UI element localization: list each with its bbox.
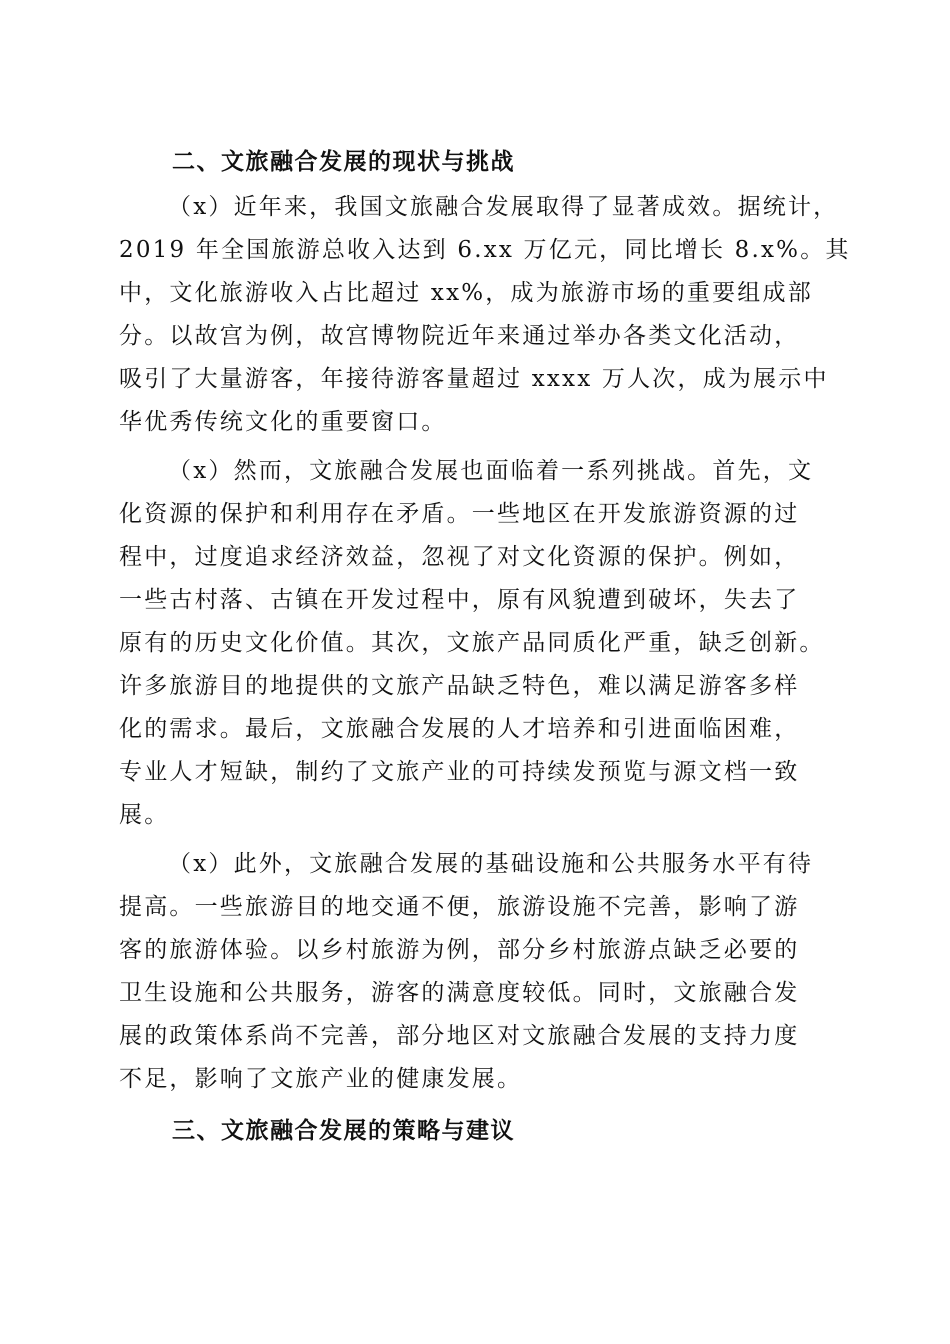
paragraph-line: （x）近年来，我国文旅融合发展取得了显著成效。据统计， [168, 194, 839, 220]
paragraph-line: 许多旅游目的地提供的文旅产品缺乏特色，难以满足游客多样 [119, 673, 800, 699]
section-heading-3: 三、文旅融合发展的策略与建议 [172, 1118, 515, 1144]
paragraph-line: 不足，影响了文旅产业的健康发展。 [119, 1066, 523, 1092]
paragraph-infrastructure [119, 843, 839, 1101]
paragraph-line: 原有的历史文化价值。其次，文旅产品同质化严重，缺乏创新。 [119, 630, 825, 656]
paragraph-line: 专业人才短缺，制约了文旅产业的可持续发预览与源文档一致 [119, 759, 800, 785]
paragraph-line: 华优秀传统文化的重要窗口。 [119, 409, 447, 435]
paragraph-line: 卫生设施和公共服务，游客的满意度较低。同时，文旅融合发 [119, 980, 800, 1006]
paragraph-line: 化的需求。最后，文旅融合发展的人才培养和引进面临困难， [119, 716, 800, 742]
paragraph-line: 程中，过度追求经济效益，忽视了对文化资源的保护。例如， [119, 544, 800, 570]
paragraph-line: 分。以故宫为例，故宫博物院近年来通过举办各类文化活动， [119, 323, 800, 349]
paragraph-line: 展。 [119, 802, 170, 828]
document-body [119, 138, 851, 1155]
paragraph-challenges [119, 450, 839, 837]
paragraph-line: 化资源的保护和利用存在矛盾。一些地区在开发旅游资源的过 [119, 501, 800, 527]
section-heading-2: 二、文旅融合发展的现状与挑战 [172, 149, 515, 175]
paragraph-line: 中，文化旅游收入占比超过 xx%，成为旅游市场的重要组成部 [119, 280, 813, 306]
paragraph-line: （x）然而，文旅融合发展也面临着一系列挑战。首先，文 [168, 458, 814, 484]
paragraph-line: 吸引了大量游客，年接待游客量超过 xxxx 万人次，成为展示中 [119, 366, 829, 392]
paragraph-line: 一些古村落、古镇在开发过程中，原有风貌遭到破坏，失去了 [119, 587, 800, 613]
paragraph-line: 客的旅游体验。以乡村旅游为例，部分乡村旅游点缺乏必要的 [119, 937, 800, 963]
paragraph-line: 提高。一些旅游目的地交通不便，旅游设施不完善，影响了游 [119, 894, 800, 920]
paragraph-line: （x）此外，文旅融合发展的基础设施和公共服务水平有待 [168, 851, 814, 877]
paragraph-line: 2019 年全国旅游总收入达到 6.xx 万亿元，同比增长 8.x%。其 [119, 237, 851, 263]
paragraph-status [119, 186, 851, 444]
paragraph-line: 展的政策体系尚不完善，部分地区对文旅融合发展的支持力度 [119, 1023, 800, 1049]
